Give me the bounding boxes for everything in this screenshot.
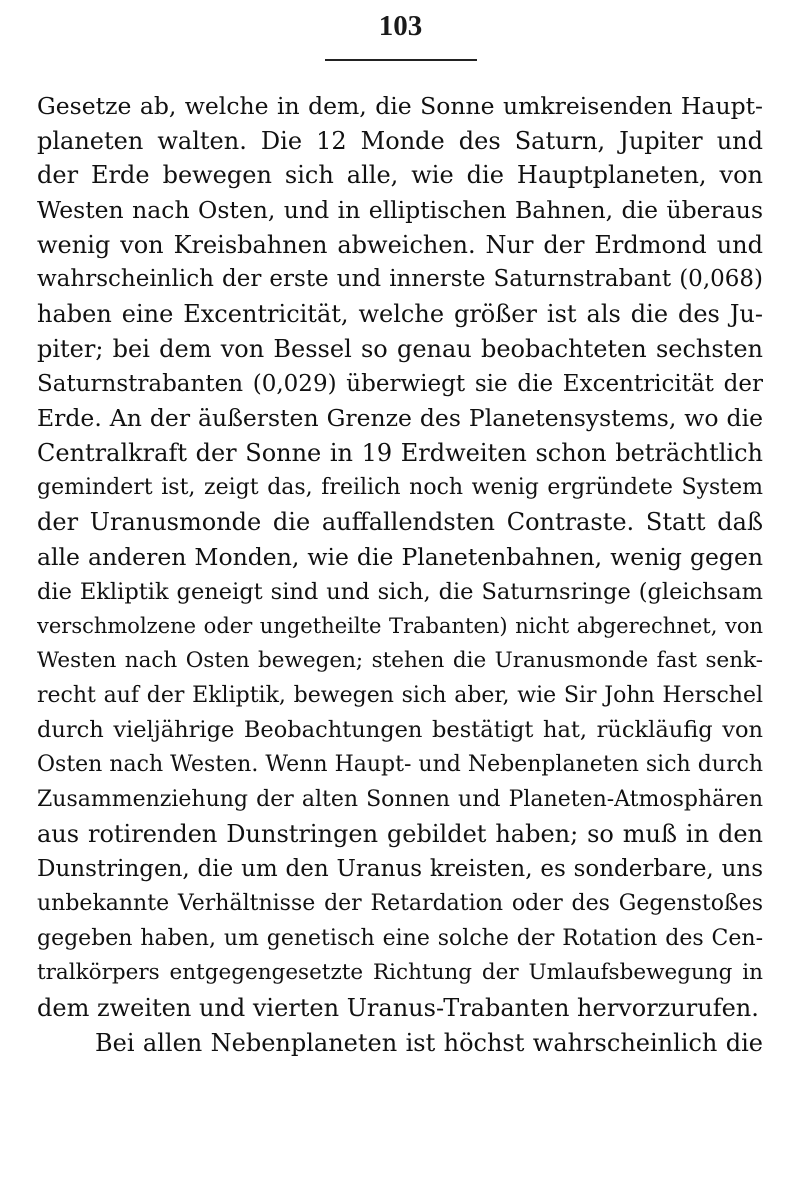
page-number: 103 (378, 10, 423, 42)
paragraph-last-line: dem zweiten und vierten Uranus-Trabanten hervorzurufen. (37, 993, 759, 1022)
text-line: unbekannte Verhältnisse der Retardation oder des Gegenstoßes (37, 890, 763, 916)
text-line: verschmolzene oder ungetheilte Trabanten) nicht abgerechnet, von (37, 614, 763, 639)
text-line: gegeben haben, um genetisch eine solche der Rotation des Cen- (37, 925, 763, 951)
text-line: Zusammenziehung der alten Sonnen und Planeten-Atmosphären (37, 786, 763, 812)
text-line: gemindert ist, zeigt das, freilich noch wenig ergründete System (37, 474, 763, 500)
text-line: Dunstringen, die um den Uranus kreisten, es sonderbare, uns (37, 856, 763, 883)
header-rule (325, 59, 477, 61)
text-line: Centralkraft der Sonne in 19 Erdweiten schon beträchtlich (37, 438, 763, 467)
text-line: planeten walten. Die 12 Monde des Saturn, Jupiter und (37, 126, 763, 155)
text-line: Gesetze ab, welche in dem, die Sonne umkreisenden Haupt- (37, 92, 763, 120)
text-line: die Ekliptik geneigt sind und sich, die Saturnsringe (gleichsam (37, 578, 763, 605)
text-line: recht auf der Ekliptik, bewegen sich aber, wie Sir John Herschel (37, 682, 763, 708)
text-line: piter; bei dem von Bessel so genau beobachteten sechsten (37, 334, 763, 363)
text-line: alle anderen Monden, wie die Planetenbahnen, wenig gegen (37, 542, 763, 571)
text-line: Erde. An der äußersten Grenze des Planetensystems, wo die (37, 404, 763, 433)
text-line: Westen nach Osten, und in elliptischen Bahnen, die überaus (37, 196, 763, 225)
body-text (37, 89, 763, 1060)
text-line: durch vieljährige Beobachtungen bestätigt hat, rückläufig von (37, 717, 763, 744)
text-line: wenig von Kreisbahnen abweichen. Nur der Erdmond und (37, 230, 763, 259)
text-line: Saturnstrabanten (0,029) überwiegt sie die Excentricität der (37, 370, 763, 397)
text-line: haben eine Excentricität, welche größer ist als die des Ju- (37, 300, 763, 329)
text-line: aus rotirenden Dunstringen gebildet haben; so muß in den (37, 820, 763, 849)
text-line: der Erde bewegen sich alle, wie die Hauptplaneten, von (37, 161, 763, 190)
text-line: der Uranusmonde die auffallendsten Contraste. Statt daß (37, 508, 763, 537)
paragraph-first-line: Bei allen Nebenplaneten ist höchst wahrscheinlich die (95, 1028, 763, 1057)
text-line: wahrscheinlich der erste und innerste Saturnstrabant (0,068) (37, 266, 763, 293)
text-line: Westen nach Osten bewegen; stehen die Uranusmonde fast senk- (37, 648, 763, 673)
text-line: Osten nach Westen. Wenn Haupt- und Nebenplaneten sich durch (37, 752, 763, 778)
text-line: tralkörpers entgegengesetzte Richtung der Umlaufsbewegung in (37, 960, 763, 986)
